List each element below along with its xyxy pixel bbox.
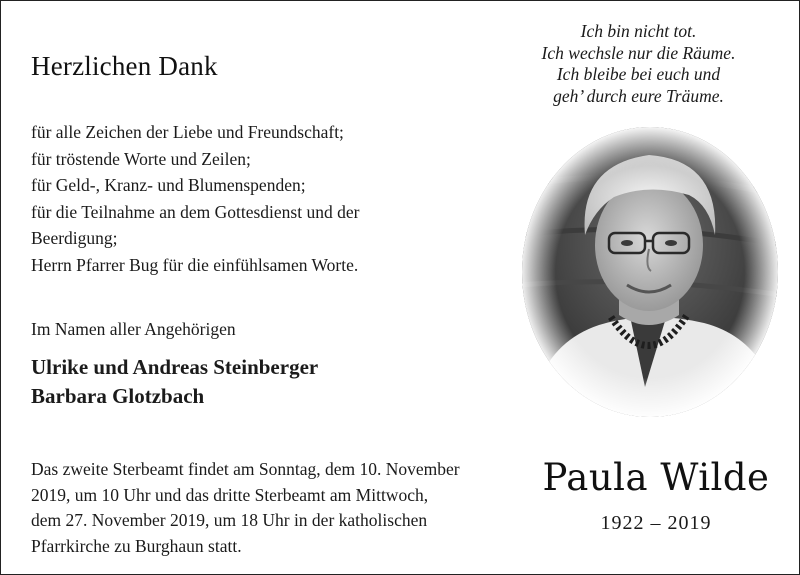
deceased-name: Paula Wilde [542,456,770,499]
signatories [31,353,318,411]
on-behalf-text: Im Namen aller Angehörigen [31,319,236,339]
service-info [31,457,521,559]
thanks-line: für Geld-, Kranz- und Blumenspenden; [31,175,306,196]
poem-line: Ich wechsle nur die Räume. [541,42,736,63]
heading: Herzlichen Dank [31,51,218,81]
thanks-line: für tröstende Worte und Zeilen; [31,148,251,169]
service-info-line: dem 27. November 2019, um 18 Uhr in der katholischen [31,510,428,530]
service-info-line: Pfarrkirche zu Burghaun statt. [31,535,242,556]
portrait-photo [519,125,781,419]
thanks-line: Beerdigung; [31,228,118,249]
poem-line: Ich bleibe bei euch und [556,64,721,84]
thanks-line: für alle Zeichen der Liebe und Freundschaft; [31,122,344,142]
thanks-list [31,119,441,279]
poem [506,21,771,107]
service-info-line: Das zweite Sterbeamt findet am Sonntag, dem 10. November [31,459,460,479]
signatory-name: Barbara Glotzbach [31,384,205,408]
service-info-line: 2019, um 10 Uhr und das dritte Sterbeamt am Mittwoch, [31,484,429,505]
thanks-line: für die Teilnahme an dem Gottesdienst und der [31,201,360,222]
signatory-name: Ulrike und Andreas Steinberger [31,355,319,379]
thanks-line: Herrn Pfarrer Bug für die einfühlsamen Worte. [31,254,359,275]
portrait-illustration [519,125,781,419]
poem-line: Ich bin nicht tot. [580,21,697,41]
poem-line: geh’ durch eure Träume. [553,85,724,106]
lifespan: 1922 – 2019 [600,512,712,534]
